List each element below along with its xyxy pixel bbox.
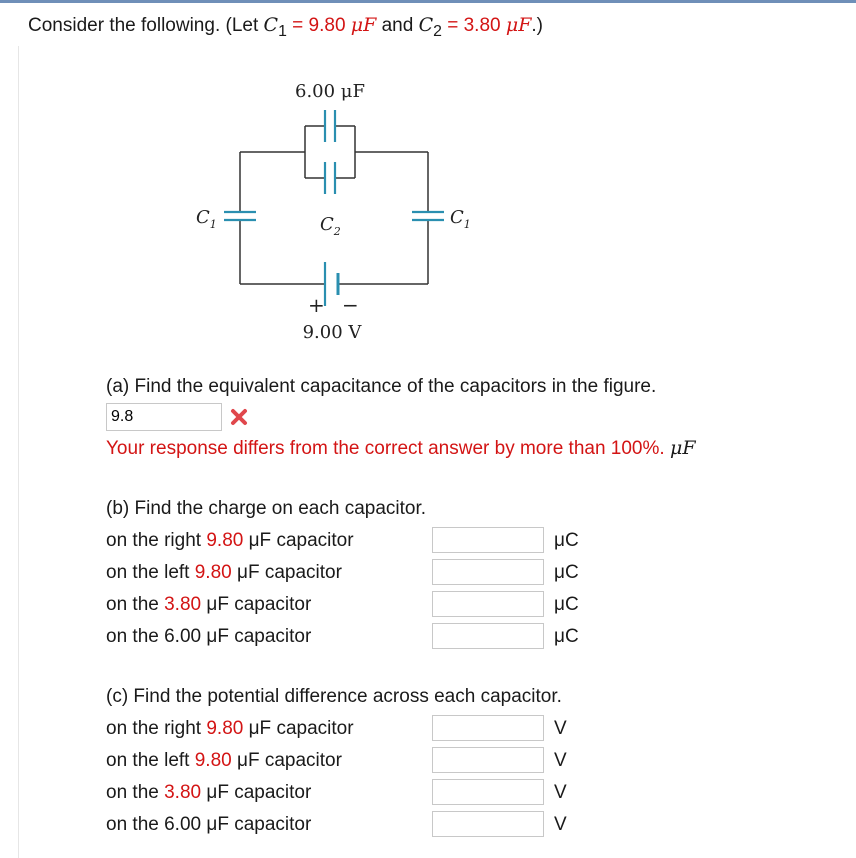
- label-c1-right: $C_1$: [450, 207, 471, 231]
- part-a-question: (a) Find the equivalent capacitance of the capacitors in the figure.: [106, 376, 657, 397]
- part-a-unit: μF: [669, 437, 696, 459]
- part-b-unit: μC: [554, 562, 579, 583]
- battery-minus: −: [342, 293, 359, 317]
- top-border: [0, 0, 856, 3]
- problem-prompt: [28, 14, 543, 41]
- part-b-row-label: on the left 9.80 μF capacitor: [106, 562, 342, 583]
- part-b-row-label: on the 6.00 μF capacitor: [106, 626, 312, 647]
- part-c-answer-input[interactable]: [432, 779, 544, 805]
- battery-voltage: 9.00 V: [302, 322, 362, 343]
- c1-symbol: C: [263, 14, 279, 36]
- label-c1-left: $C_1$: [196, 207, 217, 231]
- part-c-unit: V: [554, 814, 567, 835]
- part-c-row-label: on the right 9.80 μF capacitor: [106, 718, 354, 739]
- c2-subscript: 2: [433, 22, 442, 40]
- part-b-answer-input[interactable]: [432, 591, 544, 617]
- part-a-answer-input[interactable]: [106, 403, 222, 431]
- c2-value: = 3.80: [441, 15, 506, 36]
- prompt-lead: Consider the following. (Let: [28, 15, 264, 36]
- part-c-unit: V: [554, 718, 567, 739]
- part-b-unit: μC: [554, 594, 579, 615]
- feedback-message: Your response differs from the correct answer by more than 100%.: [106, 438, 665, 459]
- part-b-unit: μC: [554, 626, 579, 647]
- c1-value: = 9.80: [286, 15, 351, 36]
- label-6uf: 6.00 μF: [295, 81, 365, 102]
- part-b-unit: μC: [554, 530, 579, 551]
- label-c2: $C_2$: [320, 214, 341, 238]
- part-c-question: (c) Find the potential difference across each capacitor.: [106, 686, 562, 707]
- c2-symbol: C: [418, 14, 434, 36]
- part-c-row-label: on the 3.80 μF capacitor: [106, 782, 312, 803]
- circuit-diagram: [180, 70, 500, 350]
- battery-plus: +: [308, 293, 325, 317]
- part-b-question: (b) Find the charge on each capacitor.: [106, 498, 427, 519]
- part-c-unit: V: [554, 750, 567, 771]
- part-b-row-label: on the 3.80 μF capacitor: [106, 594, 312, 615]
- incorrect-x-icon: [230, 408, 248, 426]
- part-c-unit: V: [554, 782, 567, 803]
- prompt-close: .): [531, 15, 544, 36]
- part-c-row-label: on the left 9.80 μF capacitor: [106, 750, 342, 771]
- part-b-answer-input[interactable]: [432, 623, 544, 649]
- part-c-answer-input[interactable]: [432, 747, 544, 773]
- part-c-answer-input[interactable]: [432, 715, 544, 741]
- c1-unit: μF: [350, 14, 377, 36]
- part-c-row-label: on the 6.00 μF capacitor: [106, 814, 312, 835]
- part-c-answer-input[interactable]: [432, 811, 544, 837]
- c2-unit: μF: [505, 14, 532, 36]
- part-b-row-label: on the right 9.80 μF capacitor: [106, 530, 354, 551]
- part-b-answer-input[interactable]: [432, 559, 544, 585]
- prompt-and: and: [376, 15, 419, 36]
- part-a-feedback: [106, 437, 696, 460]
- part-b-answer-input[interactable]: [432, 527, 544, 553]
- c1-subscript: 1: [278, 22, 287, 40]
